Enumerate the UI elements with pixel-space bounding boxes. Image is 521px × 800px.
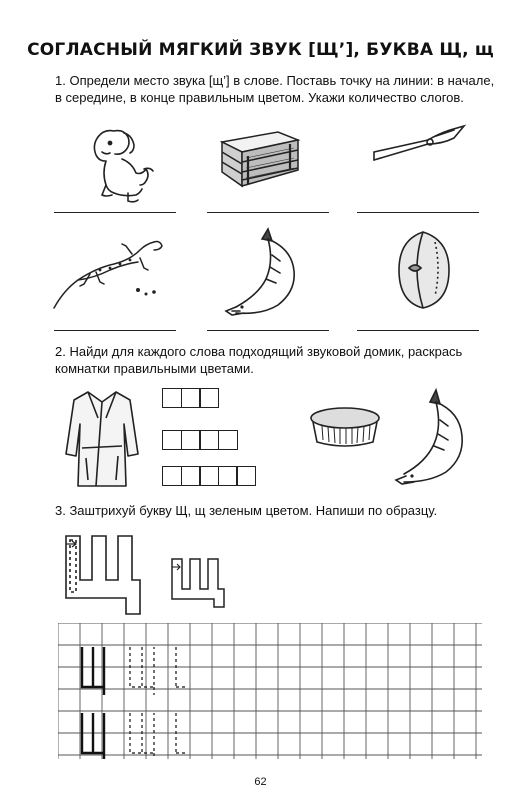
page-number: 62 — [254, 776, 267, 788]
answer-line-1[interactable] — [54, 212, 176, 213]
sound-cell[interactable] — [181, 430, 201, 450]
sound-cell[interactable] — [199, 430, 219, 450]
sound-cell[interactable] — [181, 388, 201, 408]
brush-picture — [306, 404, 384, 450]
answer-line-2[interactable] — [207, 212, 329, 213]
answer-line-3[interactable] — [357, 212, 479, 213]
sound-cell[interactable] — [162, 430, 182, 450]
shell-picture — [395, 228, 453, 310]
answer-line-5[interactable] — [207, 330, 329, 331]
sturgeon-picture-2 — [394, 388, 474, 488]
sound-cell[interactable] — [218, 430, 238, 450]
writing-grid[interactable] — [58, 623, 482, 763]
sound-cell[interactable] — [162, 466, 182, 486]
task2-text: 2. Найди для каждого слова подходящий звуковой домик, раскрась комнатки правильными цветами. — [55, 344, 463, 376]
task1-text: 1. Определи место звука [щ’] в слове. Поставь точку на линии: в начале, в середине, в конце правильным цветом. Укажи количество слогов. — [55, 73, 495, 105]
sound-house-3[interactable] — [162, 388, 219, 408]
sound-house-4[interactable] — [162, 430, 238, 450]
sound-house-5[interactable] — [162, 466, 256, 486]
letter-shch-small-outline — [168, 555, 228, 611]
bathrobe-picture — [62, 388, 142, 490]
answer-line-4[interactable] — [54, 330, 176, 331]
letter-shch-big-outline — [62, 532, 162, 618]
sound-cell[interactable] — [199, 466, 219, 486]
sound-cell[interactable] — [199, 388, 219, 408]
dog-picture — [88, 125, 160, 207]
task3-text: 3. Заштрихуй букву Щ, щ зеленым цветом. Напиши по образцу. — [55, 503, 438, 518]
pliers-picture — [370, 122, 468, 172]
sound-cell[interactable] — [181, 466, 201, 486]
sound-cell[interactable] — [162, 388, 182, 408]
crate-picture — [218, 128, 302, 190]
sound-cell[interactable] — [236, 466, 256, 486]
lizard-picture — [50, 232, 168, 312]
page-title: СОГЛАСНЫЙ МЯГКИЙ ЗВУК [Щ’], БУКВА Щ, щ — [27, 40, 494, 60]
sturgeon-picture-1 — [222, 225, 308, 317]
answer-line-6[interactable] — [357, 330, 479, 331]
sound-cell[interactable] — [218, 466, 238, 486]
